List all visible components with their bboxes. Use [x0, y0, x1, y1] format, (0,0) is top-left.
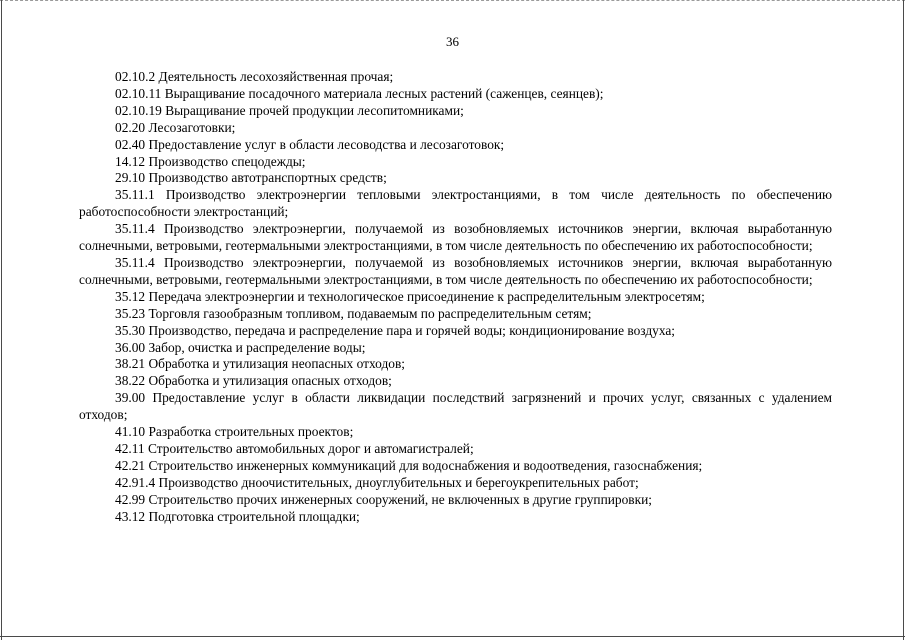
list-item: 41.10 Разработка строительных проектов; [115, 424, 354, 440]
list-item: 02.10.2 Деятельность лесохозяйственная прочая; [115, 69, 394, 84]
list-item: 35.11.4 Производство электроэнергии, получаемой из возобновляемых источников энергии, включая выработанную солнечными, ветровыми, геотермальными электростанциями, в том числе деятельность по обеспечению их работоспособности; [79, 221, 832, 254]
list-item: 35.11.4 Производство электроэнергии, получаемой из возобновляемых источников энергии, включая выработанную солнечными, ветровыми, геотермальными электростанциями, в том числе деятельность по обеспечению их работоспособности; [79, 254, 832, 287]
list-item: 14.12 Производство спецодежды; [115, 153, 306, 169]
page-number: 36 [446, 34, 459, 49]
list-item: 35.11.1 Производство электроэнергии тепловыми электростанциями, в том числе деятельность по обеспечению работоспособности электростанций; [79, 187, 832, 220]
list-item: 42.11 Строительство автомобильных дорог и автомагистралей; [115, 440, 474, 456]
list-item: 02.10.19 Выращивание прочей продукции лесопитомниками; [115, 102, 464, 118]
list-item: 35.23 Торговля газообразным топливом, подаваемым по распределительным сетям; [115, 305, 592, 321]
page-frame-top [0, 0, 905, 1]
list-item: 43.12 Подготовка строительной площадки; [115, 508, 360, 524]
list-item: 38.21 Обработка и утилизация неопасных отходов; [115, 356, 406, 372]
list-item: 42.99 Строительство прочих инженерных сооружений, не включенных в другие группировки; [115, 491, 653, 507]
list-item: 02.10.11 Выращивание посадочного материала лесных растений (саженцев, сеянцев); [115, 85, 604, 101]
page-frame-left [1, 0, 2, 640]
page-frame-right [903, 0, 904, 640]
list-item: 02.40 Предоставление услуг в области лесоводства и лесозаготовок; [115, 136, 505, 152]
list-item: 42.21 Строительство инженерных коммуникаций для водоснабжения и водоотведения, газоснабжения; [115, 457, 703, 473]
list-item: 35.12 Передача электроэнергии и технологическое присоединение к распределительным электросетям; [115, 288, 705, 304]
list-item: 29.10 Производство автотранспортных средств; [115, 170, 387, 186]
page-frame-bottom [0, 636, 905, 637]
list-item: 39.00 Предоставление услуг в области ликвидации последствий загрязнений и прочих услуг, связанных с удалением отходов; [79, 390, 832, 423]
list-item: 02.20 Лесозаготовки; [115, 119, 236, 135]
document-body [79, 69, 832, 525]
list-item: 38.22 Обработка и утилизация опасных отходов; [115, 373, 392, 389]
list-item: 42.91.4 Производство дноочистительных, дноуглубительных и берегоукрепительных работ; [115, 474, 639, 490]
list-item: 35.30 Производство, передача и распределение пара и горячей воды; кондиционирование воздуха; [115, 322, 676, 338]
list-item: 36.00 Забор, очистка и распределение воды; [115, 339, 366, 355]
